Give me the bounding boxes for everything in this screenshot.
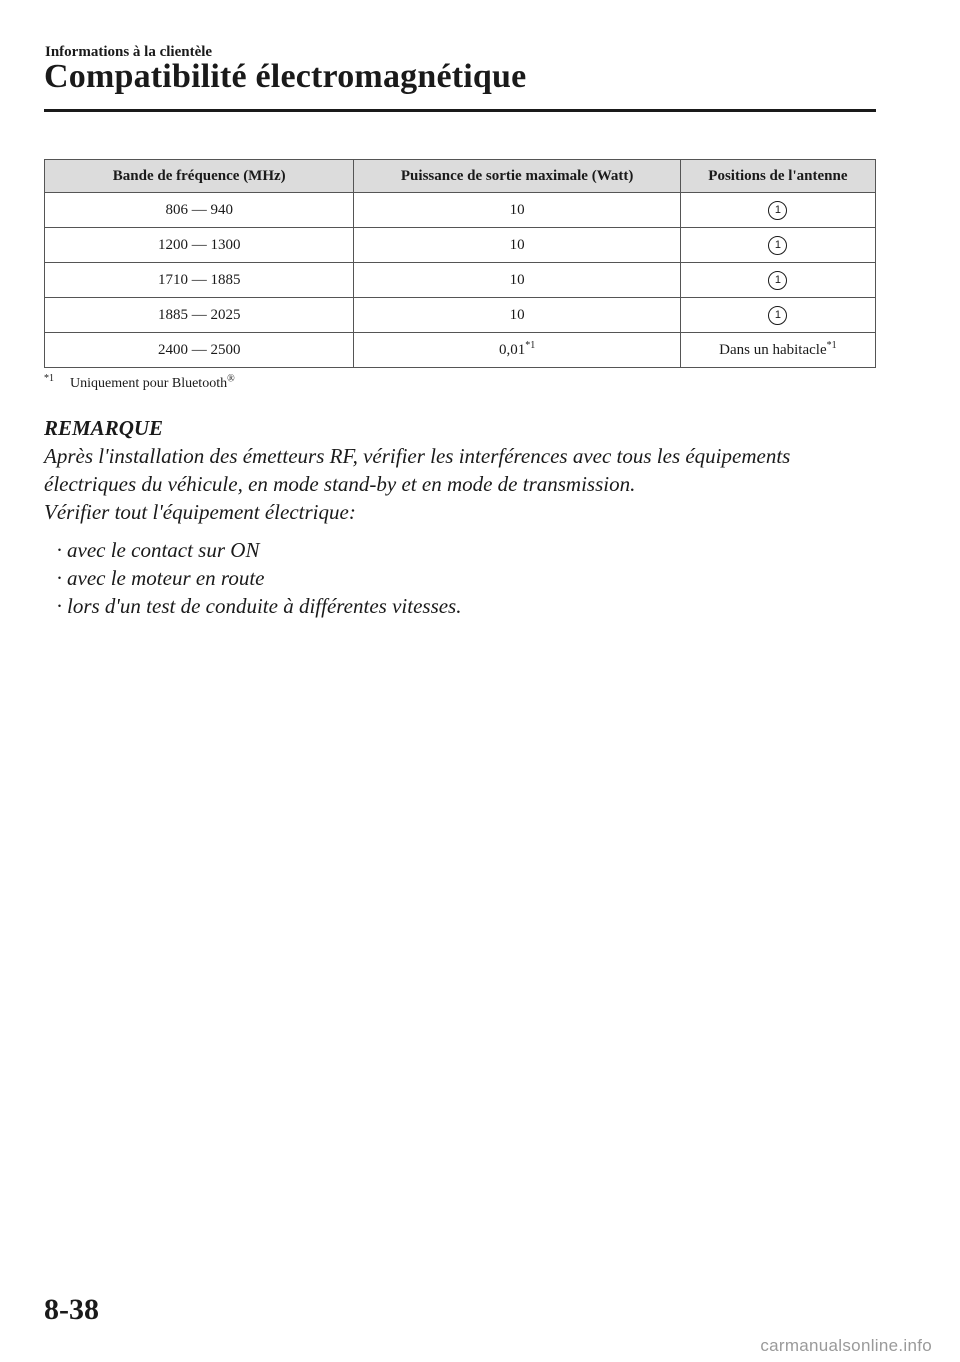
circled-number-icon: 1 bbox=[768, 271, 787, 290]
cell-position bbox=[680, 228, 875, 263]
power-value: 10 bbox=[509, 201, 525, 218]
table-footnote bbox=[44, 373, 235, 392]
cell-band: 2400 — 2500 bbox=[45, 333, 354, 368]
bullet-icon: · bbox=[56, 594, 63, 618]
list-item-text: lors d'un test de conduite à différentes vitesses. bbox=[67, 594, 462, 618]
cell-power bbox=[354, 263, 680, 298]
power-value: 10 bbox=[509, 271, 525, 288]
circled-number-icon: 1 bbox=[768, 236, 787, 255]
cell-band: 806 — 940 bbox=[45, 193, 354, 228]
page-number: 8-38 bbox=[44, 1293, 99, 1326]
cell-band: 1710 — 1885 bbox=[45, 263, 354, 298]
table-row bbox=[45, 193, 876, 228]
cell-position bbox=[680, 193, 875, 228]
cell-power bbox=[354, 333, 680, 368]
footnote-ref: *1 bbox=[826, 339, 837, 351]
position-text: Dans un habitacle bbox=[719, 341, 827, 358]
note-paragraph: Après l'installation des émetteurs RF, vérifier les interférences avec tous les équipements électriques du véhicule, en mode stand-by et en mode de transmission. bbox=[44, 444, 791, 496]
bullet-icon: · bbox=[56, 566, 63, 590]
list-item bbox=[56, 564, 884, 592]
note-block bbox=[44, 414, 884, 620]
header-max-power: Puissance de sortie maximale (Watt) bbox=[354, 160, 680, 193]
table-row bbox=[45, 263, 876, 298]
cell-band: 1200 — 1300 bbox=[45, 228, 354, 263]
list-item-text: avec le contact sur ON bbox=[67, 538, 260, 562]
list-item bbox=[56, 592, 884, 620]
footnote-mark: *1 bbox=[44, 373, 54, 385]
page-title: Compatibilité électromagnétique bbox=[44, 58, 527, 95]
list-item-text: avec le moteur en route bbox=[67, 566, 265, 590]
circled-number-icon: 1 bbox=[768, 306, 787, 325]
title-rule bbox=[44, 109, 876, 112]
note-check-intro: Vérifier tout l'équipement électrique: bbox=[44, 500, 356, 524]
note-heading: REMARQUE bbox=[44, 416, 164, 440]
power-value: 10 bbox=[509, 306, 525, 323]
cell-position bbox=[680, 333, 875, 368]
note-list bbox=[44, 536, 884, 620]
section-label: Informations à la clientèle bbox=[45, 44, 213, 60]
watermark: carmanualsonline.info bbox=[760, 1336, 932, 1355]
header-frequency-band: Bande de fréquence (MHz) bbox=[45, 160, 354, 193]
bullet-icon: · bbox=[56, 538, 63, 562]
circled-number-icon: 1 bbox=[768, 201, 787, 220]
table-header-row bbox=[45, 160, 876, 193]
cell-power bbox=[354, 298, 680, 333]
cell-band: 1885 — 2025 bbox=[45, 298, 354, 333]
cell-position bbox=[680, 263, 875, 298]
table-row bbox=[45, 298, 876, 333]
footnote-text: Uniquement pour Bluetooth bbox=[70, 376, 228, 391]
table-row bbox=[45, 333, 876, 368]
power-value: 0,01 bbox=[499, 341, 526, 358]
cell-power bbox=[354, 193, 680, 228]
list-item bbox=[56, 536, 884, 564]
footnote-ref: *1 bbox=[525, 339, 536, 351]
registered-symbol: ® bbox=[227, 373, 235, 385]
cell-power bbox=[354, 228, 680, 263]
header-antenna-position: Positions de l'antenne bbox=[680, 160, 875, 193]
power-value: 10 bbox=[509, 236, 525, 253]
frequency-table bbox=[44, 159, 876, 368]
cell-position bbox=[680, 298, 875, 333]
table-row bbox=[45, 228, 876, 263]
